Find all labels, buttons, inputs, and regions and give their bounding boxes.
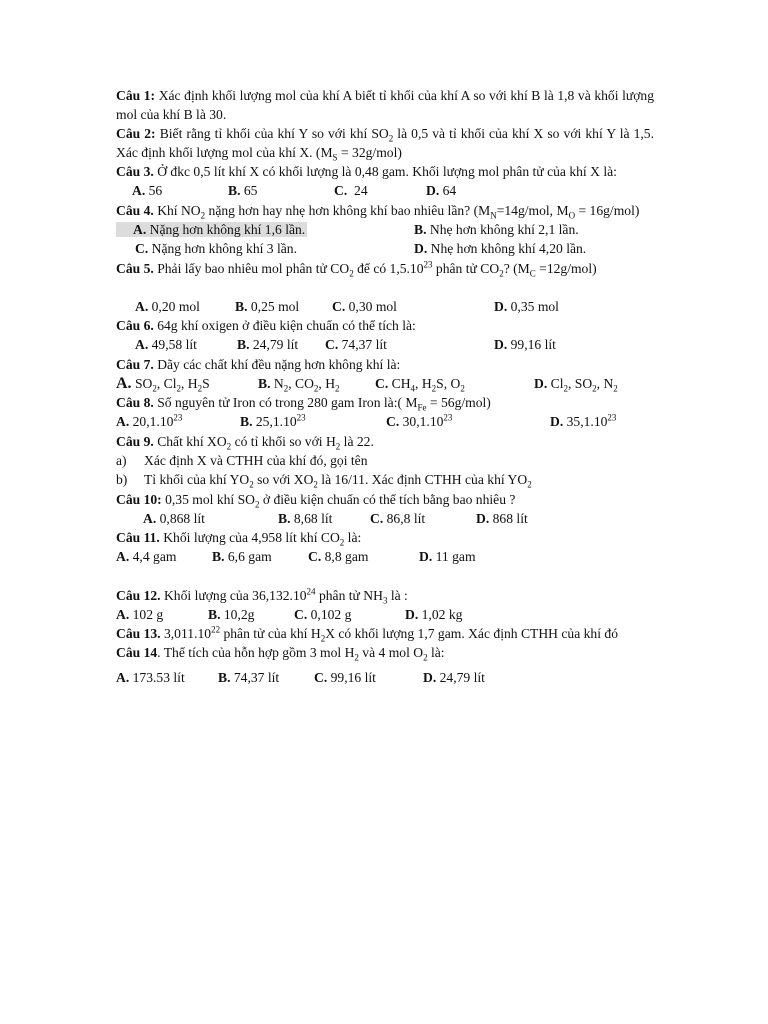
option-d[interactable]: D. 99,16 lít	[494, 337, 556, 352]
question-1	[116, 86, 654, 124]
question-number: Câu 3.	[116, 164, 154, 179]
option-c[interactable]: C. Nặng hơn không khí 3 lần.	[135, 241, 298, 256]
option-d[interactable]: D. Nhẹ hơn không khí 4,20 lần.	[414, 241, 587, 256]
answer-options	[116, 605, 654, 625]
option-b[interactable]: B. Nhẹ hơn không khí 2,1 lần.	[414, 221, 579, 237]
question-number: Câu 5.	[116, 260, 154, 276]
question-text: Ở đkc 0,5 lít khí X có khối lượng là 0,48 gam. Khối lượng mol phân tử của khí X là:	[157, 164, 617, 179]
option-b[interactable]: B. 25,1.10$^{23}$	[240, 412, 306, 429]
question-2: Câu 2: Biết rằng tỉ khối của khí Y so với khí $SO_2$ là 0,5 và tỉ khối của khí X so với khí Y là 1,5. Xác định khối lượng mol của khí X. $(M_S = 32g/mol)$	[116, 126, 655, 163]
answer-options	[116, 509, 654, 529]
question-number: Câu 12.	[116, 587, 161, 603]
question-number: Câu 8.	[116, 395, 154, 410]
option-a[interactable]: A. 49,58 lít	[135, 337, 197, 352]
question-10: Câu 10: 0,35 mol khí $SO_2$ ở điều kiện chuẩn có thể tích bằng bao nhiêu ?	[116, 491, 516, 510]
answer-options	[116, 220, 654, 240]
sub-question-b: b) Tỉ khối của khí $YO_2$ so với $XO_2$ là 16/11. Xác định CTHH của khí $YO_2$	[116, 472, 532, 490]
question-number: Câu 2:	[116, 126, 156, 141]
option-a[interactable]: A. Nặng hơn không khí 1,6 lần.	[133, 220, 307, 239]
option-b[interactable]: B. 24,79 lít	[237, 337, 299, 352]
option-a[interactable]: A. 4,4 gam	[116, 549, 177, 564]
answer-options	[116, 412, 654, 432]
option-d[interactable]: D. 868 lít	[476, 510, 528, 526]
question-9: Câu 9. Chất khí $XO_2$ có tỉ khối so với $H_2$ là 22.	[116, 433, 374, 452]
option-c[interactable]: C. 30,1.10$^{23}$	[386, 412, 453, 429]
answer-options	[116, 374, 654, 394]
option-b[interactable]: B. 74,37 lít	[218, 670, 280, 685]
option-a[interactable]: A. $SO_2$, $Cl_2$, $H_2S$	[116, 374, 210, 394]
question-text: Dãy các chất khí đều nặng hơn không khí là:	[157, 356, 401, 372]
worksheet	[116, 86, 654, 688]
question-7	[116, 355, 654, 374]
option-c[interactable]: C. 8,8 gam	[308, 549, 369, 564]
question-number: Câu 7.	[116, 356, 154, 372]
option-c[interactable]: C. 74,37 lít	[325, 337, 387, 352]
option-a[interactable]: A. 102 g	[116, 606, 164, 622]
option-d[interactable]: D. 24,79 lít	[423, 670, 485, 685]
option-b[interactable]: B. $N_2$, $CO_2$, $H_2$	[258, 375, 340, 394]
option-d[interactable]: D. 0,35 mol	[494, 298, 559, 314]
option-d[interactable]: D. 11 gam	[419, 549, 476, 564]
option-c[interactable]: C. 0,30 mol	[332, 298, 397, 314]
question-3	[116, 162, 654, 181]
question-12: Câu 12. Khối lượng của 36,132.10$^{24}$ phân tử $NH_3$ là :	[116, 585, 408, 606]
option-c[interactable]: C. 24	[334, 183, 368, 198]
question-number: Câu 9.	[116, 433, 154, 449]
option-c[interactable]: C. 0,102 g	[294, 606, 352, 622]
option-d[interactable]: D. 64	[426, 183, 457, 198]
option-c[interactable]: C. 86,8 lít	[370, 510, 426, 526]
question-text: Xác định khối lượng mol của khí A biết tỉ khối của khí A so với khí B là 1,8 và khối lượng mol của khí B là 30.	[116, 88, 655, 122]
option-a[interactable]: A. 0,20 mol	[135, 298, 200, 314]
question-5: Câu 5. Phải lấy bao nhiêu mol phân tử $CO_2$ để có 1,5.10$^{23}$ phân tử $CO_2$? $(M_C =12g/mol)$	[116, 258, 597, 279]
question-text: 64g khí oxigen ở điều kiện chuẩn có thể tích là:	[157, 318, 416, 333]
question-number: Câu 1:	[116, 88, 156, 103]
option-c[interactable]: C. $CH_4$, $H_2S$, $O_2$	[375, 375, 465, 394]
question-number: Câu 14	[116, 645, 158, 660]
option-b[interactable]: B. 6,6 gam	[212, 549, 272, 564]
question-number: Câu 11.	[116, 530, 160, 545]
option-d[interactable]: D. 1,02 kg	[405, 606, 463, 622]
option-b[interactable]: B. 10,2g	[208, 606, 255, 622]
question-number: Câu 10:	[116, 491, 162, 507]
option-a[interactable]: A. 173.53 lít	[116, 670, 185, 685]
option-a[interactable]: A. 20,1.10$^{23}$	[116, 412, 183, 429]
sub-question-a: a) Xác định X và CTHH của khí đó, gọi tên	[116, 452, 368, 468]
answer-options	[116, 239, 654, 259]
question-8: Câu 8. Số nguyên tử Iron có trong 280 gam Iron là:( $M_{Fe} = 56g/mol$)	[116, 395, 491, 413]
question-number: Câu 13.	[116, 626, 161, 641]
option-b[interactable]: B. 65	[228, 183, 258, 198]
answer-options	[116, 297, 654, 317]
question-6	[116, 316, 654, 335]
question-number: Câu 4.	[116, 202, 154, 218]
question-11: Câu 11. Khối lượng của 4,958 lít khí $CO_2$ là:	[116, 530, 362, 548]
option-d[interactable]: D. 35,1.10$^{23}$	[550, 412, 617, 429]
option-a[interactable]: A. 56	[132, 183, 163, 198]
option-d[interactable]: D. $Cl_2$, $SO_2$, $N_2$	[534, 375, 618, 394]
answer-options	[116, 181, 654, 201]
option-b[interactable]: B. 8,68 lít	[278, 510, 333, 526]
question-number: Câu 6.	[116, 318, 154, 333]
question-13: Câu 13. 3,011.10$^{22}$ phân tử của khí $H_2X$ có khối lượng 1,7 gam. Xác định CTHH của khí đó	[116, 624, 618, 644]
answer-options	[116, 335, 654, 355]
answer-options	[116, 547, 654, 567]
question-4: Câu 4. Khí $NO_2$ nặng hơn hay nhẹ hơn không khí bao nhiêu lần? ($M_N=14g$/mol, $M_O = 16g/mol$)	[116, 202, 640, 221]
option-a[interactable]: A. 0,868 lít	[143, 510, 205, 526]
option-b[interactable]: B. 0,25 mol	[235, 298, 300, 314]
answer-options	[116, 668, 654, 688]
option-c[interactable]: C. 99,16 lít	[314, 670, 376, 685]
question-14: Câu 14. Thể tích của hỗn hợp gồm 3 mol $H_2$ và 4 mol $O_2$ là:	[116, 645, 445, 663]
